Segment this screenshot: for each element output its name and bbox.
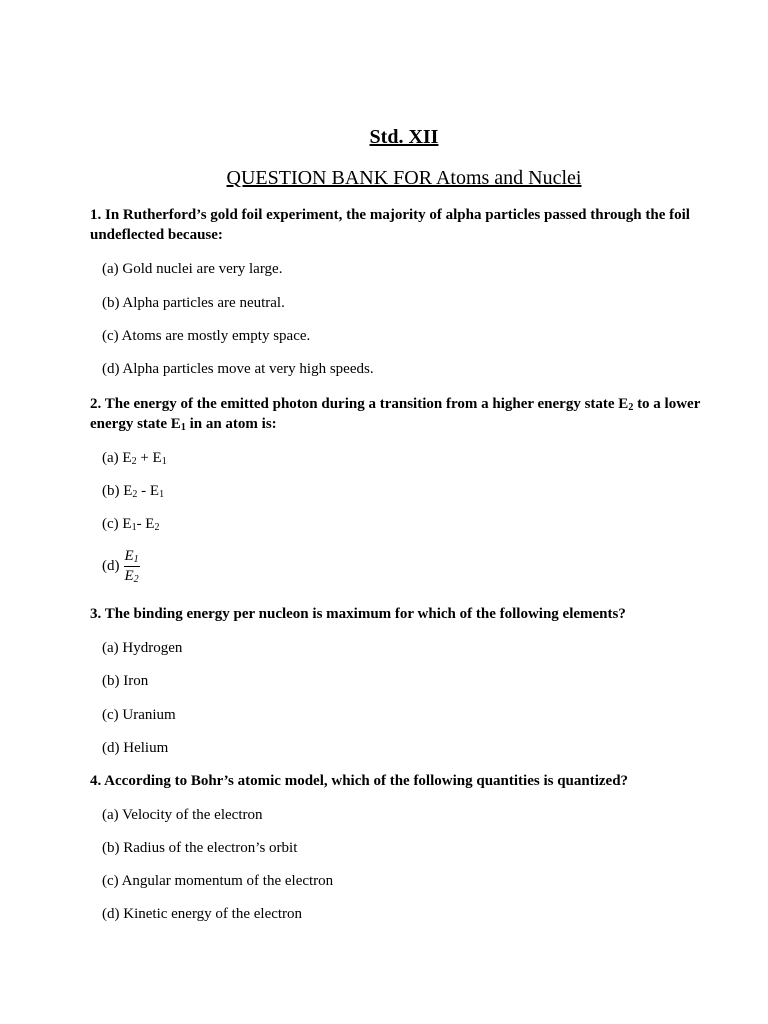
standard-heading: Std. XII xyxy=(369,126,439,148)
question-4-option-d: (d) Kinetic energy of the electron xyxy=(102,906,303,922)
question-2-option-b: (b) $E_2 - E_1$ xyxy=(102,483,165,500)
question-1-option-d: (d) Alpha particles move at very high speeds. xyxy=(102,361,374,377)
question-2-option-a: (a) $E_2 + E_1$ xyxy=(102,450,167,467)
question-3-option-a: (a) Hydrogen xyxy=(102,640,183,656)
question-4-option-b: (b) Radius of the electron’s orbit xyxy=(102,840,298,856)
question-4-option-c: (c) Angular momentum of the electron xyxy=(102,873,334,889)
question-3-option-d: (d) Helium xyxy=(102,740,169,756)
question-2-option-c: (c) $E_1-$ $E_2$ xyxy=(102,516,160,533)
question-1-option-b: (b) Alpha particles are neutral. xyxy=(102,295,285,311)
question-4-option-a: (a) Velocity of the electron xyxy=(102,807,263,823)
question-3-option-b: (b) Iron xyxy=(102,673,149,689)
question-2-option-d: (d) $\frac{E_1}{E_2}$ xyxy=(102,548,139,585)
question-1-option-a: (a) Gold nuclei are very large. xyxy=(102,261,283,277)
page-title: QUESTION BANK FOR Atoms and Nuclei xyxy=(226,167,582,189)
question-1-option-c: (c) Atoms are mostly empty space. xyxy=(102,328,311,344)
question-1: 1. In Rutherford’s gold foil experiment, the majority of alpha particles passed through the foil undeflected because: xyxy=(90,207,690,243)
question-3: 3. The binding energy per nucleon is maximum for which of the following elements? xyxy=(90,606,626,622)
question-2: 2. The energy of the emitted photon during a transition from a higher energy state $E_2$ to a lower energy state $E_1$ in an atom is: xyxy=(90,396,701,433)
fraction-e1-over-e2: $\frac{E_1}{E_2}$ xyxy=(124,548,139,585)
question-3-option-c: (c) Uranium xyxy=(102,707,176,723)
question-4: 4. According to Bohr’s atomic model, which of the following quantities is quantized? xyxy=(90,773,629,789)
